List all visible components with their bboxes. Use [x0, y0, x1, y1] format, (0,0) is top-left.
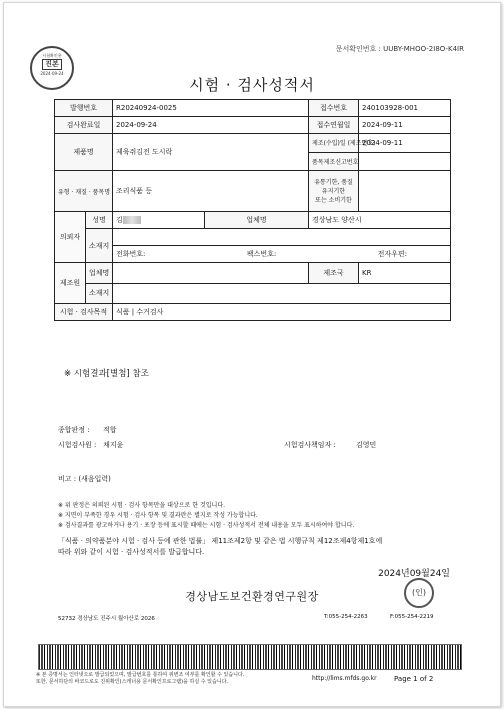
- expiry-date: [359, 171, 451, 212]
- issuer-fax: F:055-254-2219: [390, 614, 434, 620]
- completion-date: 2024-09-24: [113, 117, 309, 134]
- note-item: ※ 위 판정은 의뢰된 시험 · 검사 항목만을 대상으로 한 것입니다.: [58, 502, 226, 509]
- manufacturer-country: KR: [359, 263, 451, 284]
- manufacturer-company: [113, 263, 309, 284]
- note-item: ※ 지면이 부족한 경우 시험 · 검사 항목 및 결과란은 별지로 작성 가능합니다.: [58, 512, 258, 519]
- client-name: 김: [113, 212, 205, 229]
- notes-list: [58, 501, 354, 531]
- client-address: [113, 229, 451, 246]
- note-item: ※ 검사결과를 광고하거나 용기 · 포장 등에 표시할 때에는 시험 · 검사성적서 전체 내용을 모두 표시하여야 합니다.: [58, 522, 355, 529]
- issuer-name: 경상남도보건환경연구원장: [185, 590, 319, 603]
- report-number: [359, 152, 451, 171]
- authentic-stamp-icon: 시험확인용 진본 2024-09-24: [30, 46, 74, 90]
- page-number: Page 1 of 2: [394, 675, 434, 683]
- receipt-number: 240103928-001: [359, 100, 451, 117]
- info-table: 발행번호 R20240924-0025 접수번호 240103928-001 검사완료일 2024-09-24 접수연월일 2024-09-11 제품명 제육쥐김전 도시락 제조(수입)일 (제조번호) 2024-09-11 품목제조신고번호 유형 · 재질 · 품목명 조리식품 등 유통기한, 품질유지기한 또는 소비기한 의뢰자 성명 김 업체명 경상남도 양산시 소재지 전화번호: 팩스번호: 전자우편: 제조원 업체명 제조국 KR 소재지 시험 · 검사목적 식품 | 수거검사: [54, 99, 451, 321]
- issue-number: R20240924-0025: [113, 100, 309, 117]
- client-group-label: 의뢰자: [55, 212, 86, 263]
- manufacturer-group-label: 제조원: [55, 263, 86, 304]
- verification-barcode-icon: [38, 644, 462, 670]
- result-attachment-note: ※ 시험결과[별첨] 참조: [64, 369, 149, 379]
- receipt-date: 2024-09-11: [359, 117, 451, 134]
- document-confirm-number: 문서확인번호 : UUBY-MHOO-2I8O-K4IR: [335, 45, 464, 53]
- remarks: 비고 : (새음입력): [58, 475, 111, 483]
- product-type: 조리식품 등: [113, 171, 309, 212]
- official-seal-icon: (인): [404, 578, 434, 608]
- manufacturer-address: [113, 283, 451, 304]
- redacted-name: [123, 216, 141, 224]
- issuer-telephone: T:055-254-2263: [324, 614, 368, 620]
- tester: 시험검사원 : 채지윤: [58, 441, 124, 449]
- issuer-address: 52732 경상남도 진주시 월아산로 2026: [58, 616, 155, 622]
- product-name: 제육쥐김전 도시락: [113, 134, 309, 171]
- client-company: 경상남도 양산시: [309, 212, 451, 229]
- test-manager: 시험검사책임자 : 김영민: [284, 441, 377, 449]
- manufacture-date: 2024-09-11: [359, 134, 451, 153]
- test-purpose: 식품 | 수거검사: [113, 304, 451, 321]
- declaration: 「식품 · 의약품분야 시험 · 검사 등에 관한 법률」 제11조제2항 및 같은 법 시행규칙 제12조제4항제1호에 따라 위와 같이 시험 · 검사성적서를 발급합니다.: [58, 537, 383, 556]
- footer-notice: ※ 본 증명서는 인터넷으로 발급되었으며, 발급번호를 통하여 위변조 여부를 확인할 수 있습니다. 또한, 문서하단의 바코드로도 진위확인(스캐너용 문서확인프로그램)을 하실 수 있습니다.: [36, 672, 245, 685]
- overall-judgement: 종합판정 : 적합: [58, 426, 117, 434]
- client-contact: 전화번호: 팩스번호: 전자우편:: [113, 246, 451, 263]
- issue-date: 2024년09월24일: [378, 569, 450, 579]
- document-title: 시험 · 검사성적서: [189, 76, 315, 94]
- verification-link[interactable]: http://lims.mfds.go.kr: [312, 675, 377, 682]
